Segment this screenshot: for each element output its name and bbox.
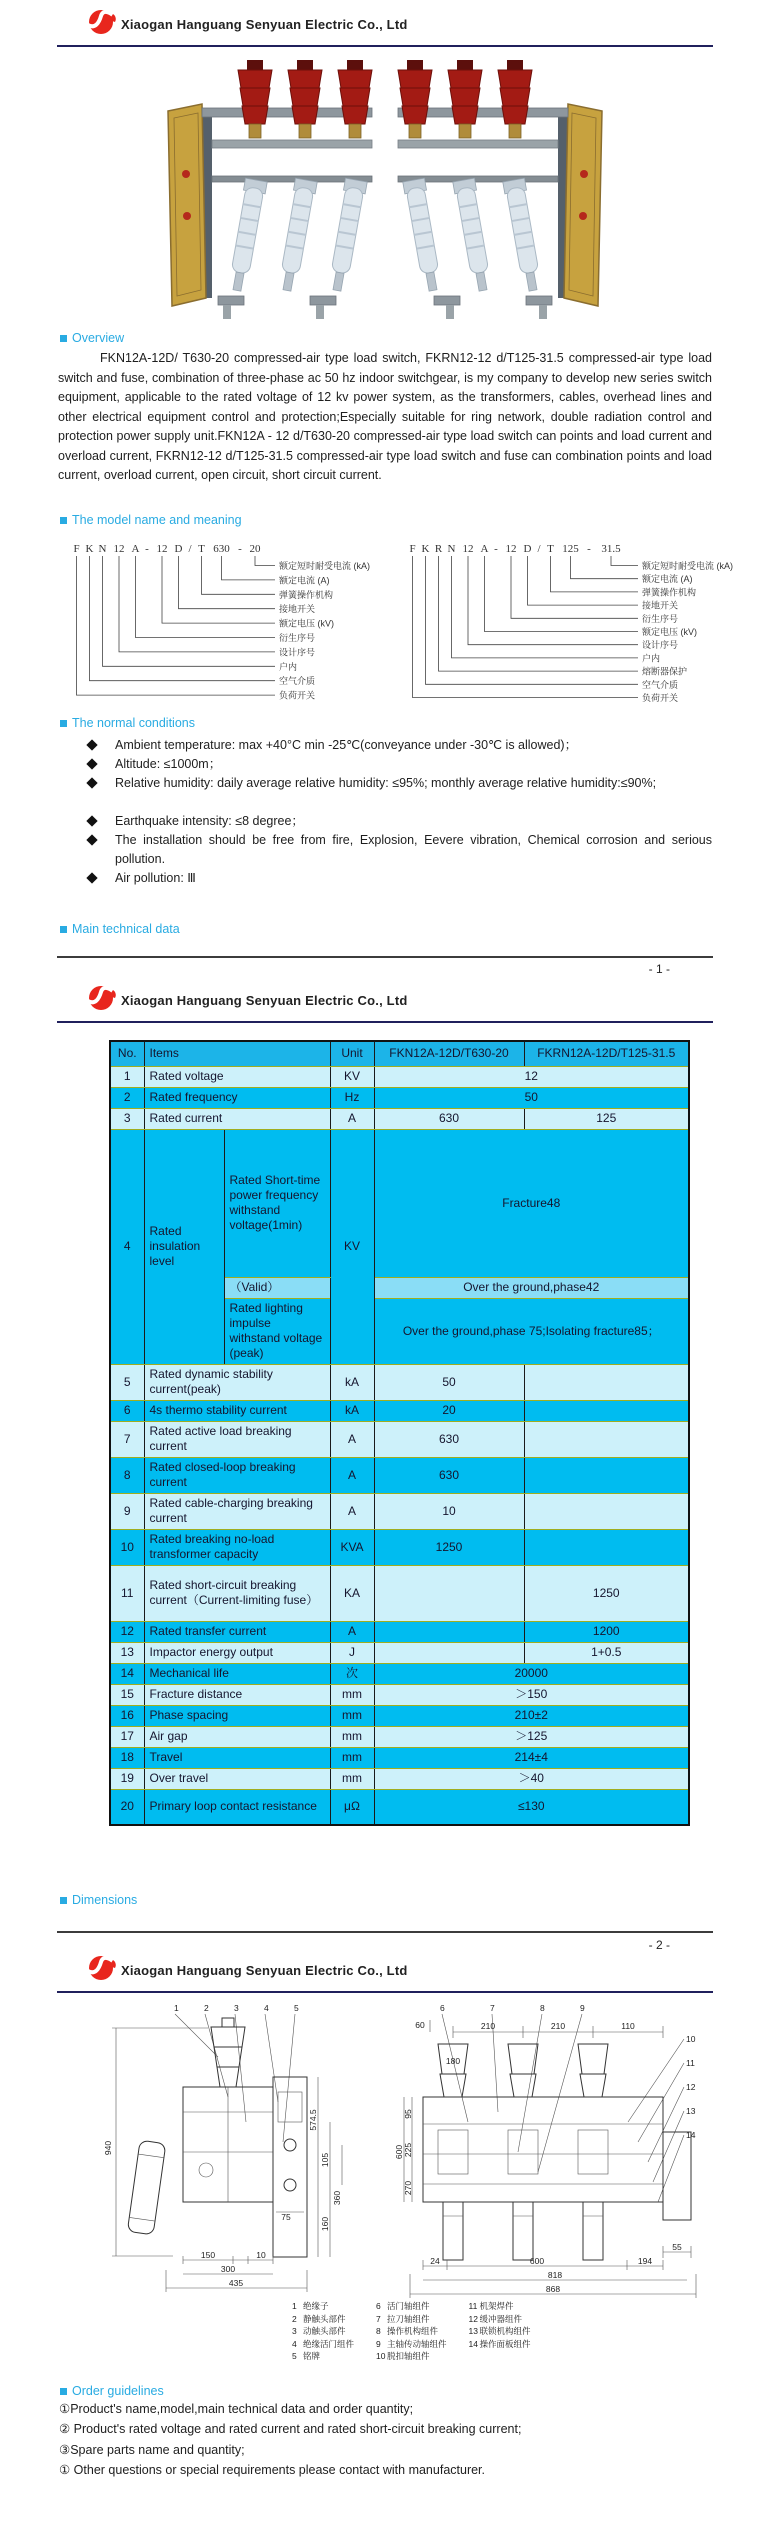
page2-footer-rule — [57, 1931, 713, 1933]
svg-text:300: 300 — [220, 2264, 236, 2274]
svg-text:N: N — [98, 543, 107, 555]
square-bullet — [60, 1897, 67, 1904]
page2-header — [57, 984, 713, 1026]
svg-text:180: 180 — [445, 2056, 461, 2066]
diamond-bullet-icon — [86, 739, 97, 750]
page1-number: - 1 - — [648, 962, 670, 976]
svg-text:13: 13 — [686, 2106, 696, 2116]
svg-text:574.5: 574.5 — [308, 2109, 318, 2131]
table-header-row — [110, 1041, 689, 1066]
table-row: 16 Phase spacing mm 210±2 — [110, 1705, 689, 1726]
legend-column: 1 绝缘子 2 静触头部件 3 动触头部件 4 绝缘活门组件 5 铭牌 — [292, 2301, 355, 2361]
legend-label: 机架焊件 — [479, 2301, 514, 2311]
svg-text:12: 12 — [505, 543, 517, 555]
table-row: 4 Rated insulation level Rated Short-time power frequency withstand voltage(1min) KV Fracture48 — [110, 1129, 689, 1277]
overview-heading — [60, 331, 124, 345]
svg-text:11: 11 — [686, 2058, 695, 2068]
svg-text:12: 12 — [462, 543, 474, 555]
svg-text:110: 110 — [621, 2021, 635, 2031]
svg-text:75: 75 — [281, 2212, 291, 2222]
svg-text:F: F — [73, 543, 80, 555]
svg-text:105: 105 — [320, 2152, 330, 2168]
square-bullet — [60, 335, 67, 342]
svg-text:95: 95 — [403, 2109, 413, 2119]
main-data-heading — [60, 922, 180, 936]
company-name: Xiaogan Hanguang Senyuan Electric Co., Ltd — [121, 17, 408, 32]
svg-text:8: 8 — [540, 2003, 545, 2013]
svg-text:630: 630 — [213, 543, 230, 555]
legend-label: 脱扣轴组件 — [387, 2351, 430, 2361]
model-code-label: 设计序号 — [279, 647, 316, 658]
order-item: ① Other questions or special requirements please contact with manufacturer. — [59, 2463, 486, 2477]
svg-text:12: 12 — [156, 543, 168, 555]
condition-item — [88, 774, 712, 793]
condition-item — [88, 869, 712, 888]
dimension-drawing — [78, 2002, 702, 2300]
svg-text:T: T — [198, 543, 205, 555]
table-row: 20 Primary loop contact resistance μΩ ≤130 — [110, 1789, 689, 1825]
model-code-label: 额定短时耐受电流 (kA) — [279, 561, 370, 571]
product-photo — [160, 56, 610, 328]
company-logo-icon — [87, 8, 117, 36]
dimensions-heading — [60, 1893, 137, 1907]
model-code-label: 额定短时耐受电流 (kA) — [642, 561, 733, 571]
model-code-label: 空气介质 — [279, 676, 316, 687]
conditions-heading — [60, 716, 195, 730]
main-data-heading-label: Main technical data — [72, 922, 180, 936]
svg-text:2: 2 — [204, 2003, 209, 2013]
model-code-label: 额定电流 (A) — [642, 574, 693, 585]
square-bullet — [60, 2388, 67, 2395]
legend-label: 联锁机构组件 — [479, 2326, 531, 2336]
square-bullet — [60, 720, 67, 727]
side-view — [103, 2003, 342, 2292]
condition-text: Air pollution: Ⅲ — [115, 871, 196, 885]
col-fkrn: FKRN12A-12D/T125-31.5 — [524, 1041, 689, 1066]
table-row: 7 Rated active load breaking current A 630 — [110, 1421, 689, 1457]
svg-text:225: 225 — [403, 2142, 413, 2158]
condition-item — [88, 755, 712, 774]
model-meaning-diagram-fkrn — [398, 538, 766, 716]
diamond-bullet-icon — [86, 758, 97, 769]
svg-text:194: 194 — [637, 2256, 653, 2266]
table-row: 6 4s thermo stability current kA 20 — [110, 1400, 689, 1421]
svg-text:14: 14 — [686, 2130, 696, 2140]
col-no: No. — [110, 1041, 144, 1066]
parts-legend — [292, 2300, 692, 2363]
condition-text: Earthquake intensity: ≤8 degree； — [115, 814, 304, 828]
legend-label: 缓冲器组件 — [479, 2313, 523, 2324]
table-row: 13 Impactor energy output J 1+0.5 — [110, 1642, 689, 1663]
svg-text:3: 3 — [234, 2003, 239, 2013]
model-code-label: 弹簧操作机构 — [279, 589, 334, 600]
svg-text:A: A — [131, 543, 140, 555]
company-logo-icon — [87, 1954, 117, 1982]
svg-text:D: D — [174, 543, 183, 555]
model-heading — [60, 513, 242, 527]
col-unit: Unit — [330, 1041, 374, 1066]
model-code-label: 额定电压 (kV) — [279, 618, 334, 629]
svg-text:A: A — [480, 543, 489, 555]
svg-text:N: N — [447, 543, 456, 555]
legend-label: 静触头部件 — [303, 2313, 346, 2324]
condition-item — [88, 812, 712, 831]
svg-text:10: 10 — [686, 2034, 696, 2044]
table-row: Rated lighting impulse withstand voltage (peak) Over the ground,phase 75;Isolating fracture85； — [110, 1298, 689, 1364]
svg-text:-: - — [587, 543, 591, 555]
col-fkn: FKN12A-12D/T630-20 — [374, 1041, 524, 1066]
table-row: 11 Rated short-circuit breaking current（Current-limiting fuse） KA 1250 — [110, 1565, 689, 1621]
page1-footer-rule — [57, 956, 713, 958]
model-code-label: 额定电流 (A) — [279, 575, 330, 586]
condition-item — [88, 831, 712, 869]
svg-text:12: 12 — [113, 543, 125, 555]
legend-column: 11 机架焊件 12 缓冲器组件 13 联锁机构组件 14 操作面板组件 — [468, 2301, 531, 2349]
svg-text:125: 125 — [562, 543, 579, 555]
svg-text:-: - — [238, 543, 242, 555]
svg-text:/: / — [537, 543, 541, 555]
svg-text:818: 818 — [547, 2270, 563, 2280]
legend-label: 绝缘子 — [303, 2301, 329, 2311]
legend-label: 拉刀轴组件 — [387, 2313, 430, 2324]
model-code-label: 额定电压 (kV) — [642, 627, 697, 637]
svg-text:4: 4 — [264, 2003, 269, 2013]
order-heading-label: Order guidelines — [72, 2384, 164, 2398]
table-row: 8 Rated closed-loop breaking current A 630 — [110, 1457, 689, 1493]
condition-text: Altitude: ≤1000m； — [115, 757, 222, 771]
legend-label: 动触头部件 — [303, 2326, 346, 2336]
svg-text:K: K — [421, 543, 430, 555]
front-view — [394, 2003, 696, 2298]
svg-text:31.5: 31.5 — [601, 543, 621, 555]
svg-text:55: 55 — [672, 2242, 682, 2252]
svg-text:F: F — [409, 543, 416, 555]
svg-text:R: R — [434, 543, 443, 555]
diamond-bullet-icon — [86, 834, 97, 845]
model-code-label: 负荷开关 — [279, 690, 316, 701]
legend-label: 操作面板组件 — [479, 2338, 531, 2349]
table-row: 2 Rated frequency Hz 50 — [110, 1087, 689, 1108]
order-heading — [60, 2384, 164, 2398]
model-code-label: 衍生序号 — [279, 633, 316, 643]
svg-text:270: 270 — [403, 2180, 413, 2196]
svg-text:1: 1 — [174, 2003, 179, 2013]
header-rule — [57, 1991, 713, 1993]
col-items: Items — [144, 1041, 330, 1066]
svg-text:435: 435 — [228, 2278, 244, 2288]
table-row: 17 Air gap mm ＞125 — [110, 1726, 689, 1747]
svg-text:12: 12 — [686, 2082, 696, 2092]
svg-text:-: - — [494, 543, 498, 555]
company-name: Xiaogan Hanguang Senyuan Electric Co., Ltd — [121, 993, 408, 1008]
condition-text: The installation should be free from fire, Explosion, Eevere vibration, Chemical corrosion and serious pollution. — [115, 833, 712, 866]
svg-text:7: 7 — [490, 2003, 495, 2013]
svg-text:360: 360 — [332, 2190, 342, 2206]
table-row: 14 Mechanical life 次 20000 — [110, 1663, 689, 1684]
diamond-bullet-icon — [86, 777, 97, 788]
table-row: （Valid） Over the ground,phase42 — [110, 1277, 689, 1298]
overview-paragraph: FKN12A-12D/ T630-20 compressed-air type load switch, FKRN12-12 d/T125-31.5 compressed-air type load switch and fuse, combination of three-phase ac 50 hz indoor switchgear, is my company to develop new series switch equipment, applicable to the rated voltage of 12 kv power system, as the transformers, cables, overhead lines and other electrical equipment control and protection;Especially suitable for ring network, double radiation control and protection power supply unit.FKN12A - 12 d/T630-20 compressed-air type load switch can points and load current and overload current, FKRN12-12 d/T125-31.5 compressed-air type load switch and fuse can combination points and load current, overload current, open circuit, short circuit current. — [58, 351, 712, 482]
svg-text:24: 24 — [430, 2256, 440, 2266]
model-code-label: 设计序号 — [642, 640, 679, 651]
svg-text:210: 210 — [550, 2021, 566, 2031]
svg-text:868: 868 — [545, 2284, 561, 2294]
table-row: 3 Rated current A 630 125 — [110, 1108, 689, 1129]
svg-text:/: / — [188, 543, 192, 555]
model-code-label: 接地开关 — [642, 600, 679, 611]
model-code-label: 衍生序号 — [642, 613, 679, 624]
table-row: 15 Fracture distance mm ＞150 — [110, 1684, 689, 1705]
svg-text:10: 10 — [256, 2250, 266, 2260]
dimensions-heading-label: Dimensions — [72, 1893, 138, 1907]
technical-data-table — [109, 1040, 690, 1826]
diamond-bullet-icon — [86, 872, 97, 883]
svg-text:D: D — [523, 543, 532, 555]
svg-text:600: 600 — [529, 2256, 545, 2266]
svg-text:940: 940 — [103, 2140, 113, 2156]
header-rule — [57, 1021, 713, 1023]
company-name: Xiaogan Hanguang Senyuan Electric Co., Ltd — [121, 1963, 408, 1978]
svg-text:K: K — [85, 543, 94, 555]
legend-column: 6 活门轴组件 7 拉刀轴组件 8 操作机构组件 9 主轴传动轴组件 10 脱扣轴组件 — [376, 2301, 447, 2361]
overview-heading-label: Overview — [72, 331, 125, 345]
model-code-label: 熔断器保护 — [642, 666, 688, 677]
model-code-label: 户内 — [279, 661, 298, 672]
order-item: ② Product's rated voltage and rated current and rated short-circuit breaking current; — [59, 2422, 522, 2436]
company-logo-icon — [87, 984, 117, 1012]
legend-label: 绝缘活门组件 — [303, 2338, 355, 2349]
page2-number: - 2 - — [648, 1938, 670, 1952]
table-row: 18 Travel mm 214±4 — [110, 1747, 689, 1768]
legend-label: 铭牌 — [303, 2351, 321, 2361]
svg-text:20: 20 — [249, 543, 261, 555]
legend-label: 主轴传动轴组件 — [387, 2338, 447, 2349]
model-code-label: 接地开关 — [279, 604, 316, 615]
model-code-label: 负荷开关 — [642, 693, 679, 703]
svg-text:160: 160 — [320, 2216, 330, 2232]
diamond-bullet-icon — [86, 815, 97, 826]
condition-text: Ambient temperature: max +40°C min -25℃(conveyance under -30℃ is allowed)； — [115, 738, 578, 752]
svg-text:210: 210 — [480, 2021, 496, 2031]
square-bullet — [60, 926, 67, 933]
svg-text:60: 60 — [415, 2020, 425, 2030]
header-rule — [57, 45, 713, 47]
table-row: 1 Rated voltage KV 12 — [110, 1066, 689, 1087]
table-row: 12 Rated transfer current A 1200 — [110, 1621, 689, 1642]
square-bullet — [60, 517, 67, 524]
svg-text:5: 5 — [294, 2003, 299, 2013]
svg-text:-: - — [145, 543, 149, 555]
table-row: 10 Rated breaking no-load transformer capacity KVA 1250 — [110, 1529, 689, 1565]
table-row: 5 Rated dynamic stability current(peak) kA 50 — [110, 1364, 689, 1400]
model-meaning-diagram-fkn — [62, 538, 410, 716]
model-code-label: 弹簧操作机构 — [642, 587, 697, 598]
model-heading-label: The model name and meaning — [72, 513, 242, 527]
svg-text:9: 9 — [580, 2003, 585, 2013]
svg-text:600: 600 — [394, 2144, 404, 2160]
model-code-label: 空气介质 — [642, 679, 679, 690]
model-code-label: 户内 — [642, 653, 661, 664]
table-row: 9 Rated cable-charging breaking current A 10 — [110, 1493, 689, 1529]
svg-text:150: 150 — [200, 2250, 216, 2260]
page1-header — [57, 8, 713, 50]
conditions-heading-label: The normal conditions — [72, 716, 195, 730]
table-row: 19 Over travel mm ＞40 — [110, 1768, 689, 1789]
condition-text: Relative humidity: daily average relative humidity: ≤95%; monthly average relative humidity:≤90%; — [115, 776, 657, 790]
svg-text:6: 6 — [440, 2003, 445, 2013]
legend-label: 活门轴组件 — [387, 2301, 430, 2311]
order-item: ①Product's name,model,main technical data and order quantity; — [59, 2402, 414, 2416]
page3-header — [57, 1954, 713, 1996]
legend-label: 操作机构组件 — [387, 2326, 439, 2336]
condition-item — [88, 736, 712, 755]
order-item: ③Spare parts name and quantity; — [59, 2443, 245, 2457]
svg-text:T: T — [547, 543, 554, 555]
